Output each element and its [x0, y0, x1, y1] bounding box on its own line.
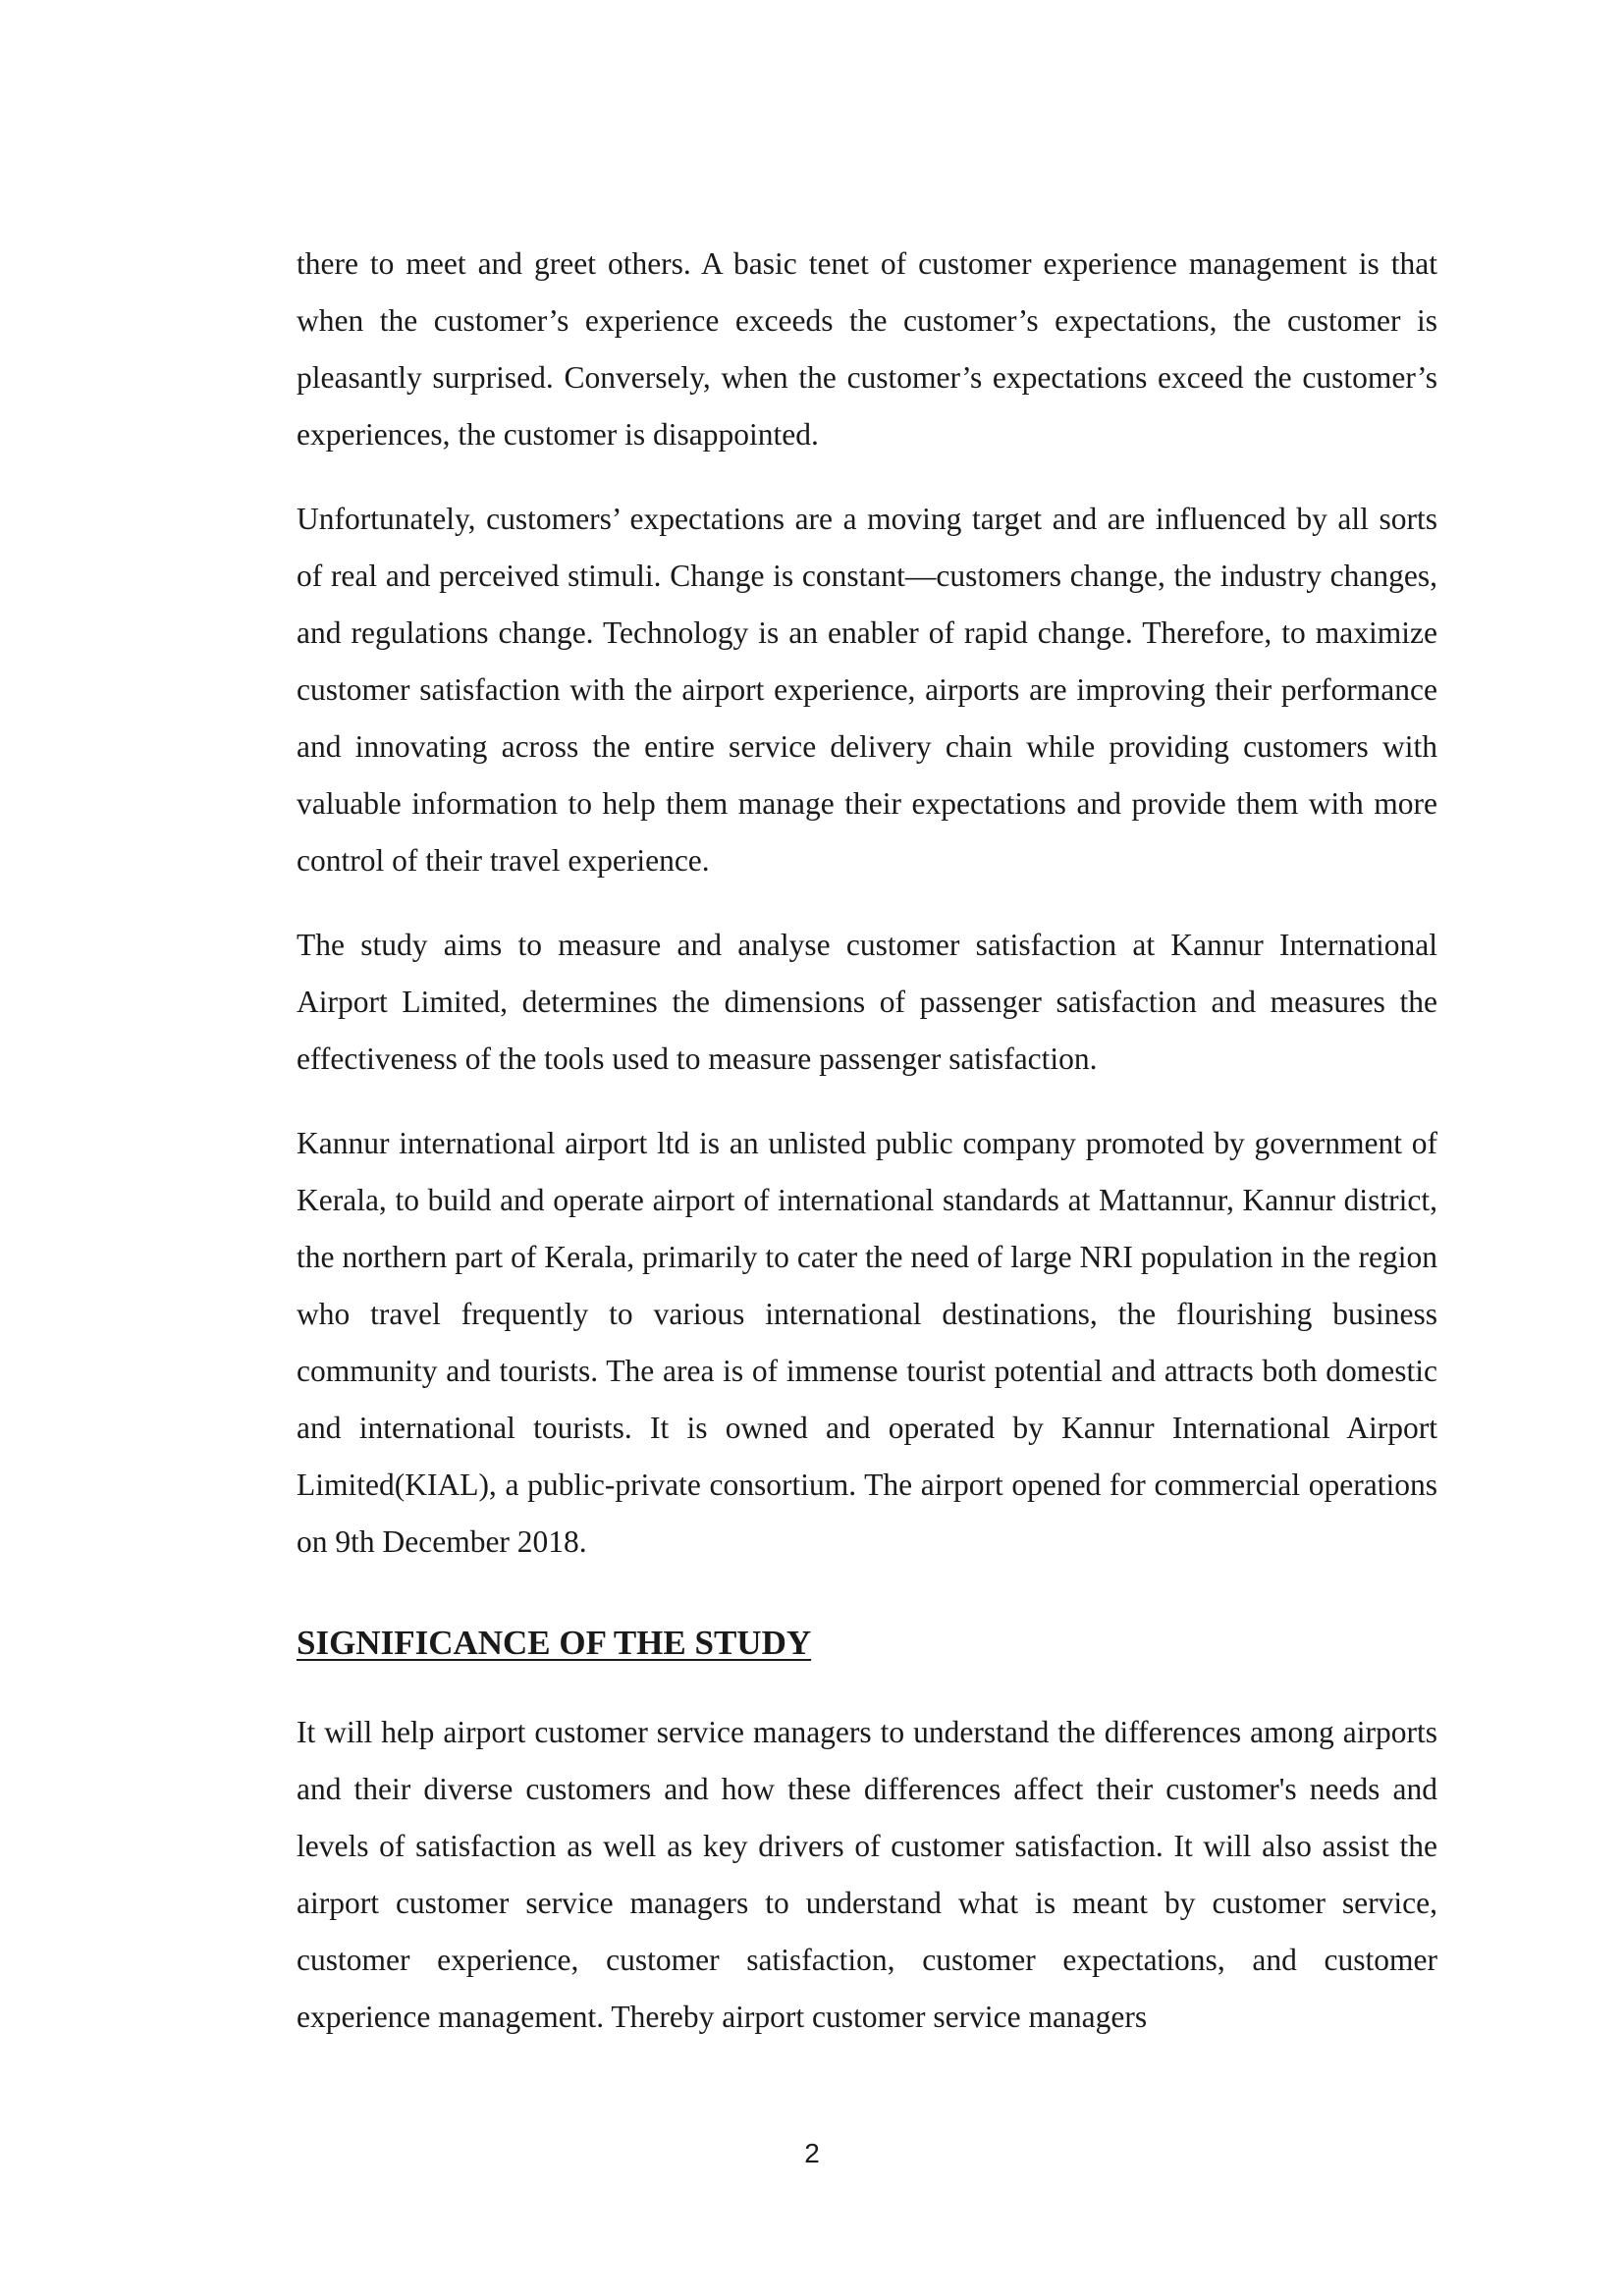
page-number: 2: [804, 2138, 820, 2168]
paragraph-expectations: Unfortunately, customers’ expectations are a moving target and are influenced by all sorts of real and perceived stimuli. Change is constant—customers change, the industry changes, and regulations change. Technology is an enabler of rapid change. Therefore, to maximize customer satisfaction with the airport experience, airports are improving their performance and innovating across the entire service delivery chain while providing customers with valuable information to help them manage their expectations and provide them with more control of their travel experience.: [297, 502, 1437, 878]
paragraph-customer-experience: there to meet and greet others. A basic tenet of customer experience management is that when the customer’s experience exceeds the customer’s expectations, the customer is pleasantly surprised. Conversely, when the customer’s expectations exceed the customer’s experiences, the customer is disappointed.: [297, 246, 1437, 452]
section-heading-significance: SIGNIFICANCE OF THE STUDY: [297, 1624, 812, 1662]
paragraph-significance: It will help airport customer service managers to understand the differences among airports and their diverse customers and how these differences affect their customer's needs and levels of satisfaction as well as key drivers of customer satisfaction. It will also assist the airport customer service managers to understand what is meant by customer service, customer experience, customer satisfaction, customer expectations, and customer experience management. Thereby airport customer service managers: [297, 1715, 1437, 2034]
page-body: [297, 236, 1437, 2073]
paragraph-kannur-airport: Kannur international airport ltd is an unlisted public company promoted by government of Kerala, to build and operate airport of international standards at Mattannur, Kannur district, the northern part of Kerala, primarily to cater the need of large NRI population in the region who travel frequently to various international destinations, the flourishing business community and tourists. The area is of immense tourist potential and attracts both domestic and international tourists. It is owned and operated by Kannur International Airport Limited(KIAL), a public-private consortium. The airport opened for commercial operations on 9th December 2018.: [297, 1126, 1437, 1559]
paragraph-study-aims: The study aims to measure and analyse customer satisfaction at Kannur International Airport Limited, determines the dimensions of passenger satisfaction and measures the effectiveness of the tools used to measure passenger satisfaction.: [297, 928, 1437, 1076]
